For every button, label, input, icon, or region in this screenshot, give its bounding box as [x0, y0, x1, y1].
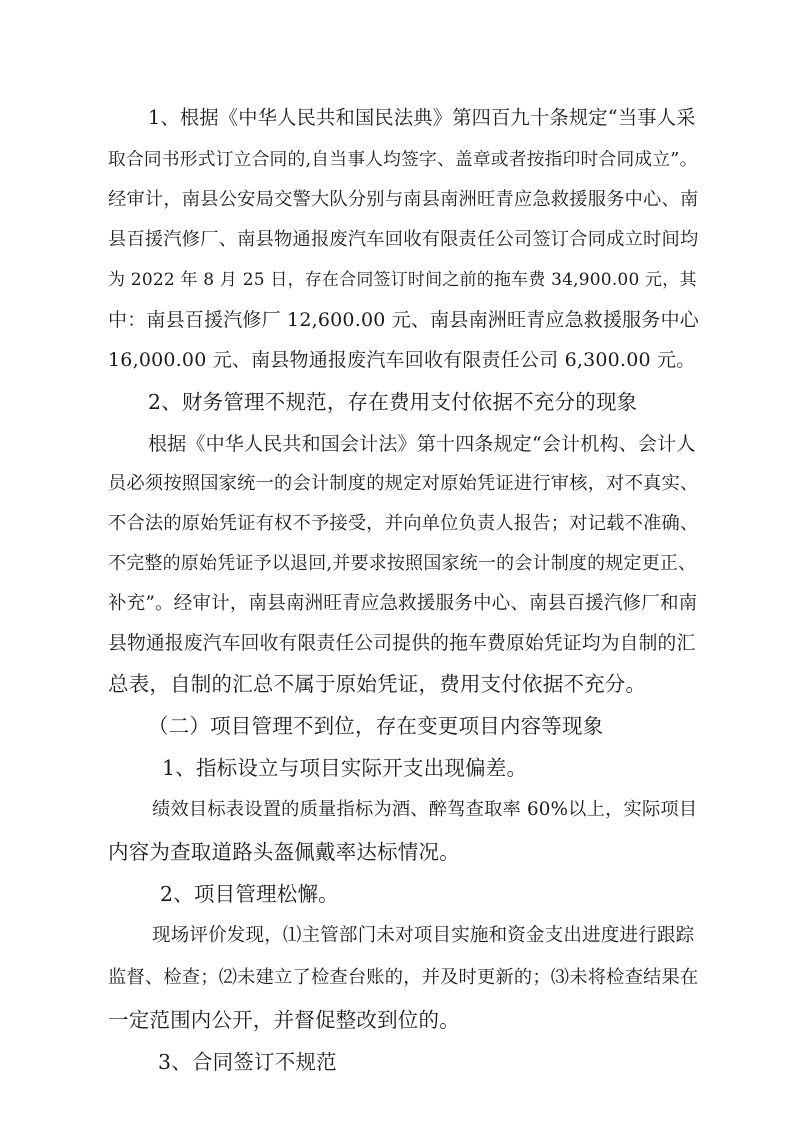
paragraph-line: 不完整的原始凭证予以退回,并要求按照国家统一的会计制度的规定更正、	[108, 553, 697, 574]
paragraph-line: 16,000.00 元、南县物通报废汽车回收有限责任公司 6,300.00 元。	[108, 349, 696, 371]
section-heading: 2、财务管理不规范，存在费用支付依据不充分的现象	[148, 390, 638, 414]
paragraph-line: 一定范围内公开，并督促整改到位的。	[108, 1008, 460, 1032]
paragraph-line: 为 2022 年 8 月 25 日，存在合同签订时间之前的拖车费 34,900.00 元，其	[108, 270, 697, 290]
paragraph-line: 补充”。经审计，南县南洲旺青应急救援服务中心、南县百援汽修厂和南	[108, 593, 698, 614]
subsection-heading: 3、合同签订不规范	[158, 1050, 337, 1074]
paragraph-line: 经审计，南县公安局交警大队分别与南县南洲旺青应急救援服务中心、南	[108, 189, 699, 210]
paragraph-line: 现场评价发现，⑴主管部门未对项目实施和资金支出进度进行跟踪	[152, 925, 695, 946]
paragraph-line: 员必须按照国家统一的会计制度的规定对原始凭证进行审核，对不真实、	[108, 473, 699, 494]
paragraph-line: 总表，自制的汇总不属于原始凭证，费用支付依据不充分。	[108, 672, 647, 696]
paragraph-line: 不合法的原始凭证有权不予接受，并向单位负责人报告；对记载不准确、	[108, 513, 699, 534]
section-heading: （二）项目管理不到位，存在变更项目内容等现象	[148, 714, 604, 738]
subsection-heading: 2、项目管理松懈。	[160, 882, 339, 906]
paragraph-line: 监督、检查；⑵未建立了检查台账的，并及时更新的；⑶未将检查结果在	[108, 967, 699, 988]
paragraph-line: 县百援汽修厂、南县物通报废汽车回收有限责任公司签订合同成立时间均	[108, 229, 699, 250]
paragraph-line: 根据《中华人民共和国会计法》第十四条规定“会计机构、会计人	[148, 433, 696, 455]
paragraph-line: 1、根据《中华人民共和国民法典》第四百九十条规定“当事人采	[148, 106, 696, 129]
paragraph-line: 内容为查取道路头盔佩戴率达标情况。	[108, 840, 460, 864]
paragraph-line: 绩效目标表设置的质量指标为酒、醉驾查取率 60%以上，实际项目	[152, 799, 698, 820]
paragraph-line: 取合同书形式订立合同的,自当事人均签字、盖章或者按指印时合同成立”。	[108, 150, 698, 170]
paragraph-line: 县物通报废汽车回收有限责任公司提供的拖车费原始凭证均为自制的汇	[108, 633, 696, 654]
paragraph-line: 中：南县百援汽修厂 12,600.00 元、南县南洲旺青应急救援服务中心	[108, 309, 699, 331]
subsection-heading: 1、指标设立与项目实际开支出现偏差。	[162, 756, 528, 780]
